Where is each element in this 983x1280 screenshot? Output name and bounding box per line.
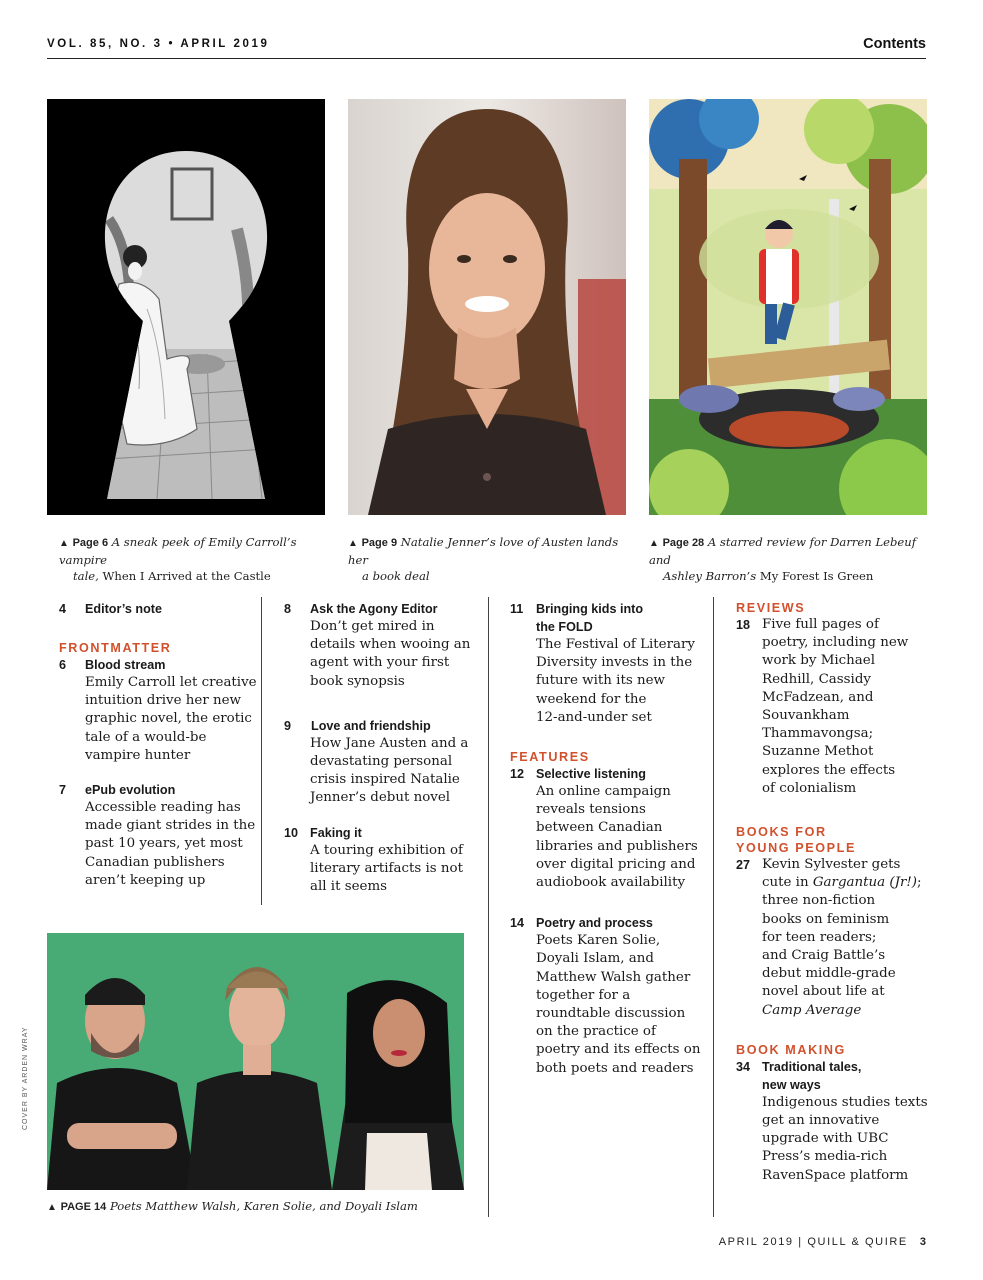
caption-text: A sneak peek of Emily Carroll’s vampire (59, 535, 297, 567)
entry-title: Poetry and process (536, 916, 653, 931)
entry-book-title: Camp Average (762, 1002, 862, 1018)
cover-credit: COVER BY ARDEN WRAY (22, 1026, 29, 1130)
column-divider (261, 597, 262, 905)
caption-page-ref: Page 28 (662, 537, 705, 549)
entry-book-title: Gargantua (Jr!) (812, 875, 917, 891)
section-heading-line: YOUNG PEOPLE (736, 841, 856, 856)
page-number: 11 (510, 602, 524, 616)
entry-description: How Jane Austen and a (310, 735, 469, 751)
entry-description-text: cute in (762, 875, 813, 891)
caption-page-ref: PAGE 14 (60, 1201, 107, 1213)
page-number: 10 (284, 825, 299, 840)
entry-description: Indigenous studies texts (762, 1094, 928, 1110)
page-number: 8 (284, 602, 292, 616)
entry-description: libraries and publishers (536, 838, 698, 854)
entry-description: tale of a would-be (85, 729, 207, 745)
entry-description: 12-and-under set (536, 709, 652, 725)
toc-entry-12[interactable] (510, 765, 710, 892)
caption-page-6 (59, 534, 329, 584)
toc-entry-4[interactable] (59, 600, 259, 618)
entry-description: novel about life at (762, 984, 885, 1000)
entry-description: between Canadian (536, 820, 663, 836)
toc-column-2 (284, 600, 484, 896)
toc-entry-34[interactable] (736, 1058, 936, 1185)
page-footer (719, 1236, 926, 1248)
caption-marker-icon: ▲ (47, 1202, 57, 1213)
entry-title: Bringing kids into (536, 602, 644, 616)
entry-description: audiobook availability (536, 875, 686, 891)
entry-description: An online campaign (536, 784, 671, 800)
entry-description: Suzanne Methot (762, 744, 874, 760)
caption-page-28 (649, 534, 934, 584)
entry-description: work by Michael (762, 653, 875, 669)
page-number: 9 (284, 718, 292, 733)
entry-title: Selective listening (536, 767, 646, 782)
entry-description: RavenSpace platform (762, 1167, 909, 1183)
entry-title: Faking it (310, 825, 362, 840)
entry-description: future with its new (536, 673, 665, 689)
entry-description: Thammavongsa; (762, 726, 874, 742)
toc-column-1 (59, 600, 259, 890)
entry-title: Ask the Agony Editor (310, 602, 438, 616)
section-heading-reviews: REVIEWS (736, 601, 806, 615)
entry-title: Editor’s note (85, 602, 162, 616)
entry-description: Doyali Islam, and (536, 951, 654, 967)
page-number: 34 (736, 1059, 751, 1074)
entry-description: Don’t get mired in (310, 619, 435, 634)
entry-title: Traditional tales, (762, 1059, 862, 1074)
entry-description: explores the effects (762, 762, 896, 778)
entry-description: agent with your first (310, 655, 450, 671)
entry-description: crisis inspired Natalie (310, 772, 460, 788)
entry-description: together for a (536, 987, 631, 1003)
caption-book-title: When I Arrived at the Castle (102, 569, 271, 583)
entry-description: for teen readers; (762, 929, 877, 945)
entry-description: roundtable discussion (536, 1006, 686, 1022)
page-number: 6 (59, 658, 67, 672)
section-heading-book-making: BOOK MAKING (736, 1042, 846, 1057)
entry-description: get an innovative (762, 1113, 880, 1129)
entry-description: upgrade with UBC (762, 1131, 889, 1147)
entry-description: Emily Carroll let creative (85, 675, 257, 690)
entry-description: and Craig Battle’s (762, 948, 886, 964)
entry-description: all it seems (310, 879, 388, 895)
entry-description: over digital pricing and (536, 856, 696, 872)
page-number-footer: 3 (919, 1236, 926, 1248)
entry-description: reveals tensions (536, 802, 646, 818)
toc-entry-6[interactable] (59, 656, 259, 765)
section-heading-books-for-young-people (736, 824, 936, 856)
entry-description: weekend for the (536, 691, 647, 707)
caption-marker-icon: ▲ (649, 538, 659, 549)
entry-description: aren’t keeping up (85, 872, 206, 888)
poets-group-photo (47, 933, 464, 1190)
caption-text: Poets Matthew Walsh, Karen Solie, and Doyali Islam (109, 1199, 418, 1213)
issue-info: VOL. 85, NO. 3 • APRIL 2019 (47, 38, 270, 50)
entry-description: on the practice of (536, 1024, 656, 1040)
entry-description: three non-fiction (762, 893, 876, 909)
page-number: 12 (510, 767, 525, 782)
entry-description: both poets and readers (536, 1060, 694, 1076)
toc-entry-11[interactable] (510, 600, 710, 727)
caption-text: Ashley Barron’s (663, 569, 757, 583)
caption-page-ref: Page 6 (72, 537, 109, 549)
caption-page-14 (47, 1198, 467, 1216)
entry-description: Press’s media-rich (762, 1149, 888, 1165)
entry-description: Accessible reading has (85, 800, 241, 816)
entry-description: debut middle-grade (762, 966, 896, 982)
entry-description: Matthew Walsh gather (536, 969, 691, 985)
page-number: 4 (59, 602, 67, 616)
entry-description: Diversity invests in the (536, 655, 693, 671)
entry-description: Five full pages of (762, 617, 879, 632)
entry-description: made giant strides in the (85, 818, 256, 834)
entry-description: vampire hunter (85, 747, 191, 763)
footer-publication: APRIL 2019 | QUILL & QUIRE (718, 1236, 908, 1248)
toc-entry-10[interactable] (284, 824, 484, 897)
caption-page-9 (348, 534, 626, 584)
entry-description: Jenner’s debut novel (310, 790, 451, 806)
toc-entry-14[interactable] (510, 914, 710, 1078)
entry-description: book synopsis (310, 673, 405, 689)
section-heading-line: BOOKS FOR (736, 825, 827, 840)
caption-text: tale, (73, 569, 99, 583)
page-section-title: Contents (863, 36, 926, 52)
header-rule (47, 58, 926, 59)
entry-description: past 10 years, yet most (85, 836, 243, 852)
entry-title: Love and friendship (311, 718, 431, 733)
section-heading-frontmatter: FRONTMATTER (59, 641, 172, 655)
toc-entry-7[interactable] (59, 781, 259, 890)
caption-text: a book deal (362, 569, 430, 583)
entry-description: Souvankham (762, 708, 850, 724)
toc-column-4 (736, 600, 936, 1185)
page-number: 14 (510, 916, 525, 931)
entry-description: graphic novel, the erotic (85, 711, 252, 727)
entry-description: A touring exhibition of (310, 842, 463, 858)
keyhole-illustration (47, 99, 325, 515)
toc-column-3 (510, 600, 710, 1078)
caption-text: Natalie Jenner’s love of Austen lands her (348, 535, 619, 567)
toc-entry-18[interactable] (736, 616, 936, 798)
forest-illustration (649, 99, 927, 515)
entry-description: Poets Karen Solie, (536, 933, 661, 949)
entry-description-text: ; (916, 875, 922, 891)
author-portrait-photo (348, 99, 626, 515)
entry-description (762, 874, 936, 892)
entry-title: Blood stream (85, 658, 166, 672)
entry-description: poetry and its effects on (536, 1042, 701, 1058)
caption-book-title: My Forest Is Green (759, 569, 874, 583)
entry-title: new ways (762, 1077, 821, 1092)
entry-description: devastating personal (310, 754, 453, 770)
entry-title: the FOLD (536, 620, 593, 634)
entry-description: details when wooing an (310, 637, 471, 653)
caption-text: A starred review for Darren Lebeuf and (649, 535, 917, 567)
toc-entry-9[interactable] (284, 717, 484, 808)
toc-entry-8[interactable] (284, 600, 484, 691)
entry-description: books on feminism (762, 911, 890, 927)
column-divider (488, 597, 489, 1217)
caption-page-ref: Page 9 (361, 537, 398, 549)
entry-description: Redhill, Cassidy (762, 671, 871, 687)
caption-marker-icon: ▲ (59, 538, 69, 549)
section-heading-features: FEATURES (510, 750, 590, 765)
entry-description: intuition drive her new (85, 693, 242, 709)
entry-description: poetry, including new (762, 635, 909, 651)
page-number: 18 (736, 618, 751, 632)
entry-description: Canadian publishers (85, 854, 225, 870)
page-number: 27 (736, 858, 751, 873)
entry-description: McFadzean, and (762, 689, 874, 705)
column-divider (713, 597, 714, 1217)
entry-description: Kevin Sylvester gets (762, 857, 901, 873)
entry-description: of colonialism (762, 780, 857, 796)
toc-entry-27[interactable] (736, 856, 936, 1020)
entry-description: literary artifacts is not (310, 860, 463, 876)
entry-title: ePub evolution (85, 783, 176, 798)
caption-marker-icon: ▲ (348, 538, 358, 549)
entry-description: The Festival of Literary (536, 637, 695, 652)
page-number: 7 (59, 783, 67, 798)
